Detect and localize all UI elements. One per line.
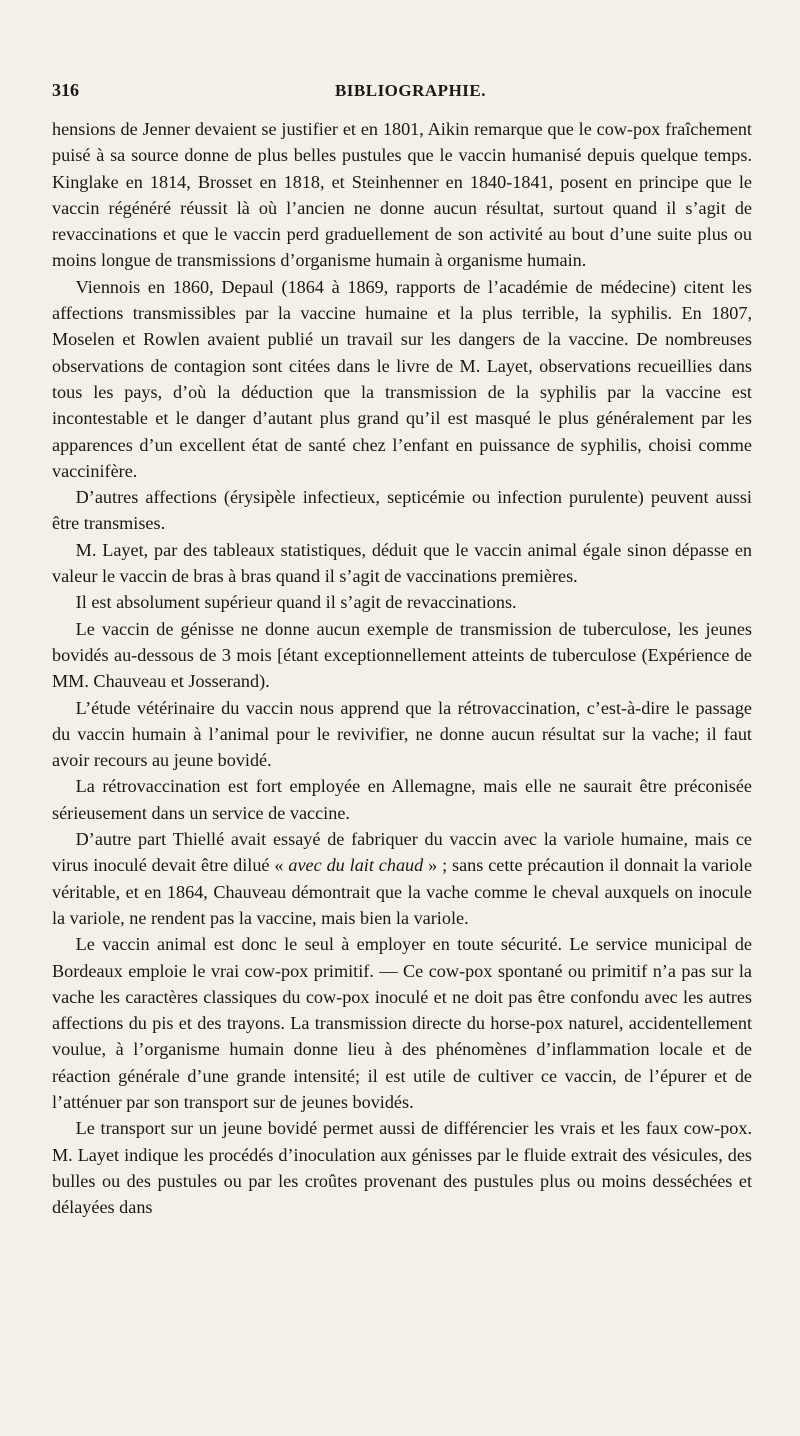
paragraph-thielle bbox=[52, 826, 752, 931]
italic-quote: avec du lait chaud bbox=[288, 855, 424, 876]
paragraph: M. Layet, par des tableaux statistiques, déduit que le vaccin animal égale sinon dépasse en valeur le vaccin de bras à bras quand il s’agit de vaccinations premières. bbox=[52, 539, 752, 587]
running-head: BIBLIOGRAPHIE. bbox=[334, 81, 486, 100]
paragraph: hensions de Jenner devaient se justifier et en 1801, Aikin remarque que le cow-pox fraîchement puisé à sa source donne de plus belles pustules que le vaccin humanisé depuis quelque temps. Kinglake en 1814, Brosset en 1818, et Steinhenner en 1840-1841, posent en principe que le vaccin régénéré réussit là où l’ancien ne donne aucun résultat, surtout quand il s’agit de revaccinations et que le vaccin perd graduellement de son activité au bout d’une suite plus ou moins longue de transmissions d’organisme humain à organisme humain. bbox=[52, 119, 752, 271]
paragraph: Le transport sur un jeune bovidé permet aussi de différencier les vrais et les faux cow-pox. M. Layet indique les procédés d’inoculation aux génisses par le fluide extrait des vésicules, des bulles ou des pustules ou par les croûtes provenant des pustules plus ou moins desséchées et délayées dans bbox=[52, 1118, 752, 1218]
text-run: » ; sans cette précaution il donnait la variole véritable, et en 1864, Chauveau démontrait que la vache comme le cheval auxquels on inocule la variole, ne rendent pas la vaccine, mais bien la variole. bbox=[52, 855, 753, 928]
paragraph: Le vaccin de génisse ne donne aucun exemple de transmission de tuberculose, les jeunes bovidés au-dessous de 3 mois [étant exceptionnellement atteints de tuberculose (Expérience de MM. Chauveau et Josserand). bbox=[52, 618, 752, 692]
paragraph: Il est absolument supérieur quand il s’agit de revaccinations. bbox=[75, 592, 517, 613]
text-run: D’autre part Thiellé avait essayé de fabriquer du vaccin avec la variole humaine, mais ce virus inoculé devait être dilué « bbox=[52, 829, 752, 876]
page-number: 316 bbox=[52, 80, 79, 100]
paragraph: D’autres affections (érysipèle infectieux, septicémie ou infection purulente) peuvent aussi être transmises. bbox=[52, 487, 752, 534]
paragraph: Le vaccin animal est donc le seul à employer en toute sécurité. Le service municipal de Bordeaux emploie le vrai cow-pox primitif. — Ce cow-pox spontané ou primitif n’a pas sur la vache les caractères classiques du cow-pox inoculé et ne doit pas être confondu avec les autres affections du pis et des trayons. La transmission directe du horse-pox naturel, accidentellement voulue, à l’organisme humain donne lieu à des phénomènes d’inflammation locale et de réaction générale d’une grande intensité; il est utile de cultiver ce vaccin, de l’épurer et de l’atténuer par son transport sur de jeunes bovidés. bbox=[52, 934, 752, 1112]
paragraph: La rétrovaccination est fort employée en Allemagne, mais elle ne saurait être préconisée sérieusement dans un service de vaccine. bbox=[52, 776, 752, 823]
page-header bbox=[52, 80, 752, 101]
paragraph: L’étude vétérinaire du vaccin nous apprend que la rétrovaccination, c’est-à-dire le passage du vaccin humain à l’animal pour le revivifier, ne donne aucun résultat sur la vache; il faut avoir recours au jeune bovidé. bbox=[52, 697, 752, 771]
body-text bbox=[52, 116, 752, 1220]
paragraph: Viennois en 1860, Depaul (1864 à 1869, rapports de l’académie de médecine) citent les affections transmissibles par la vaccine humaine et la plus terrible, la syphilis. En 1807, Moselen et Rowlen avaient publié un travail sur les dangers de la vaccine. De nombreuses observations de contagion sont citées dans le livre de M. Layet, observations recueillies dans tous les pays, d’où la déduction que la transmission de la syphilis par la vaccine est incontestable et le danger d’autant plus grand qu’il est masqué le plus généralement par les apparences d’un excellent état de santé chez l’enfant en puissance de syphilis, choisi comme vaccinifère. bbox=[52, 276, 752, 481]
